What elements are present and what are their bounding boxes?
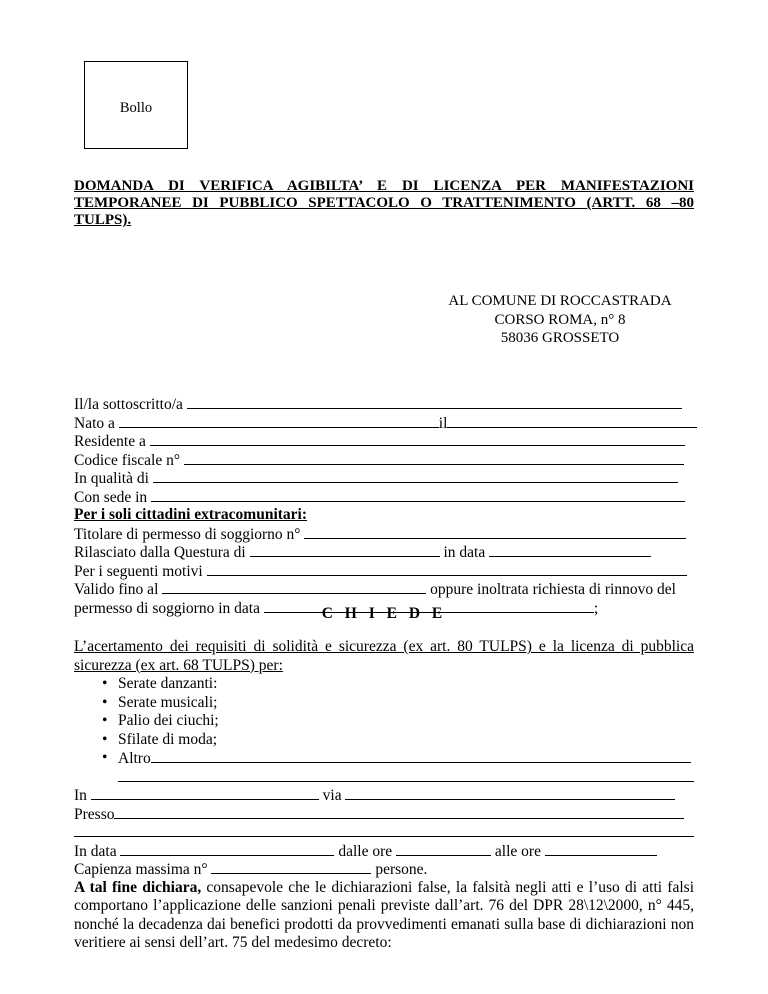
label-permesso-data: permesso di soggiorno in data [74,599,260,617]
input-via[interactable] [345,786,675,800]
declaration [74,879,694,953]
field-in-via [74,786,694,805]
input-data-nascita[interactable] [447,414,697,428]
input-sede[interactable] [151,488,685,502]
option-4[interactable] [74,731,694,750]
presso-line-2 [74,823,694,842]
label-oppure: oppure inoltrata richiesta di rinnovo del [430,581,676,598]
bullet-icon: • [102,730,108,748]
field-capienza [74,860,694,879]
document-title: DOMANDA DI VERIFICA AGIBILTA’ E DI LICENZA PER MANIFESTAZIONI TEMPORANEE DI PUBBLICO SPETTACOLO O TRATTENIMENTO (ARTT. 68 –80 TULPS). [74,178,694,228]
label-presso: Presso [74,805,115,823]
input-sottoscritto[interactable] [187,395,682,409]
input-valido[interactable] [162,580,426,594]
input-residente[interactable] [150,432,685,446]
bullet-icon: • [102,675,108,692]
altro-line-2 [74,768,694,787]
label-permesso: Titolare di permesso di soggiorno n° [74,525,301,543]
option-5[interactable] [74,749,694,768]
input-codice[interactable] [184,451,684,465]
label-alle: alle ore [494,842,541,860]
label-rilasciato: Rilasciato dalla Questura di [74,544,246,561]
bullet-icon: • [102,749,108,766]
label-il: il [438,414,448,432]
address-line-2: CORSO ROMA, n° 8 [494,311,626,328]
input-questura[interactable] [250,543,440,557]
option-3[interactable] [74,712,694,731]
field-sottoscritto [74,395,694,414]
option-1[interactable] [74,675,694,694]
option-2[interactable] [74,694,694,713]
input-luogo[interactable] [91,786,319,800]
input-presso-2[interactable] [74,823,694,837]
input-permesso[interactable] [304,525,686,539]
declaration-bold: A tal fine dichiara, [74,878,202,896]
request-text: L’acertamento dei requisiti di solidità e sicurezza (ex art. 80 TULPS) e la licenza di pubblica sicurezza (ex art. 68 TULPS) per: [74,638,694,674]
label-valido: Valido fino al [74,581,159,598]
input-data-evento[interactable] [120,842,334,856]
label-in-data: in data [443,544,486,561]
option-label: Altro [118,750,151,767]
label-persone: persone. [375,861,428,878]
input-dalle-ore[interactable] [396,842,491,856]
option-label: Palio dei ciuchi; [118,712,219,729]
extra-heading: Per i soli cittadini extracomunitari: [74,506,308,523]
address-line-3: 58036 GROSSETO [500,330,620,346]
field-date-times [74,842,694,861]
field-residente [74,432,694,451]
label-in-data-evento: In data [74,842,117,860]
chiede-heading: C H I E D E [321,605,447,622]
label-codice: Codice fiscale n° [74,451,181,469]
field-qualita [74,469,694,488]
applicant-form [74,395,694,617]
input-motivi[interactable] [207,562,687,576]
label-sottoscritto: Il/la sottoscritto/a [74,396,183,413]
recipient-address [420,292,700,348]
label-residente: Residente a [74,433,146,450]
semicolon: ; [593,599,599,617]
option-label: Serate danzanti: [118,675,218,692]
label-capienza: Capienza massima n° [74,861,208,878]
input-capienza[interactable] [211,860,371,874]
stamp-box [84,61,188,149]
input-qualita[interactable] [153,469,678,483]
input-alle-ore[interactable] [545,842,657,856]
label-in: In [74,787,87,804]
field-presso [74,805,694,824]
field-permesso [74,525,694,544]
field-sede [74,488,694,507]
field-valido [74,580,694,599]
field-codice [74,451,694,470]
bullet-icon: • [102,712,108,729]
label-qualita: In qualità di [74,470,149,487]
label-nato: Nato a [74,414,115,432]
bullet-icon: • [102,693,108,711]
field-rilasciato [74,543,694,562]
address-line-1: AL COMUNE DI ROCCASTRADA [448,293,672,309]
option-label: Serate musicali; [118,693,218,711]
field-motivi [74,562,694,581]
label-sede: Con sede in [74,488,148,506]
option-label: Sfilate di moda; [118,730,218,748]
request-body [74,638,694,953]
declaration-text: consapevole che le dichiarazioni false, la falsità negli atti e l’uso di atti falsi comportano l’applicazione delle sanzioni penali previste dall’art. 76 del DPR 28\12\2000, n° 445, nonché la decadenza dai benefici prodotti da provvedimenti emanati sulla base di dichiarazioni non veritiere ai sensi dell’art. 75 del medesimo decreto: [74,878,694,951]
input-data-rilascio[interactable] [489,543,651,557]
input-nato[interactable] [119,414,439,428]
stamp-label: Bollo [119,100,153,116]
input-altro[interactable] [151,749,691,763]
input-presso[interactable] [114,805,684,819]
field-nato [74,414,694,433]
label-via: via [322,787,342,804]
label-motivi: Per i seguenti motivi [74,562,203,580]
label-dalle: dalle ore [338,842,393,860]
input-altro-2[interactable] [118,768,694,782]
